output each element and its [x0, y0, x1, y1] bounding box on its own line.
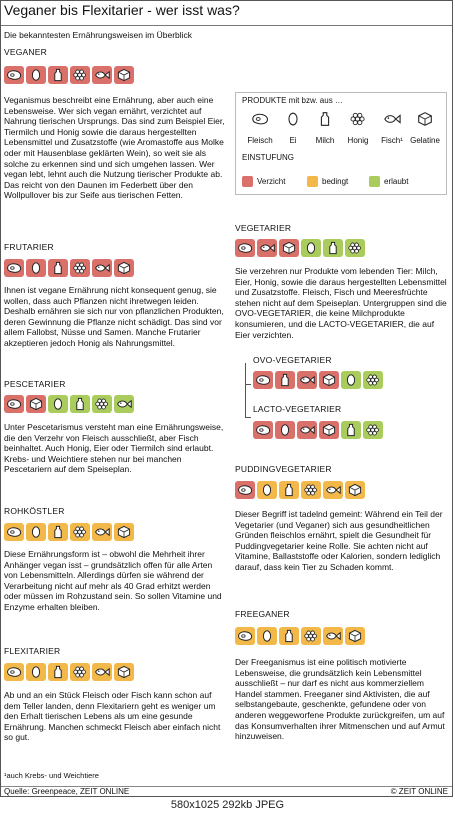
- meat-icon: [4, 259, 24, 277]
- legend-einstufung-title: EINSTUFUNG: [242, 153, 294, 162]
- milk-icon: [70, 395, 90, 413]
- legend-swatch-verzicht: [242, 176, 253, 187]
- fish-icon: [323, 627, 343, 645]
- fish-icon: [92, 259, 112, 277]
- text-rohkoestler: Diese Ernährungsform ist – obwohl die Mehrheit ihrer Anhänger vegan isst – grundsätzlich offen für alle Arten von Lebensmitteln. Allerdings dürfen sie während der Verarbeitung nicht auf mehr als 40 Grad erhitzt werden oder müssen im Rohzustand sein. So sollen Vitamine und Enzyme erhalten bleiben.: [4, 549, 222, 612]
- milk-icon: [48, 66, 68, 84]
- honey-icon: [70, 523, 90, 541]
- text-pescetarier: Unter Pescetarismus versteht man eine Ernährungsweise, die den Verzehr von Fleisch ausschließt, aber Fisch beinhaltet. Auch Honig, Eier oder Tiermilch sind erlaubt. Krebs- und Weichtiere stehen nur bei manchen Pescetariern auf dem Speiseplan.: [4, 422, 224, 475]
- legend-swatch-erlaubt: [369, 176, 380, 187]
- section-title-pescetarier: PESCETARIER: [4, 379, 66, 389]
- egg-icon: [301, 239, 321, 257]
- fish-icon: [92, 663, 112, 681]
- honey-icon: [345, 239, 365, 257]
- egg-icon: [282, 110, 304, 130]
- section-title-lacto: LACTO-VEGETARIER: [253, 404, 342, 414]
- icons-pescetarier: [4, 395, 134, 413]
- gelatine-icon: [114, 663, 134, 681]
- meat-icon: [249, 110, 271, 130]
- title-divider: [1, 25, 452, 26]
- honey-icon: [70, 663, 90, 681]
- text-frutarier: Ihnen ist vegane Ernährung nicht konsequent genug, sie wollen, dass auch Pflanzen nicht ihretwegen leiden. Deshalb ernähren sie sich nur von pflanzlichen Produkten, deren Gewinnung die Pflanze nicht schädigt. Das sind vor allem Fallobst, Nüsse und Samen. Manche Frutarier akzeptieren jedoch Honig als Nahrungsmittel.: [4, 285, 224, 348]
- milk-icon: [48, 523, 68, 541]
- footnote: ¹auch Krebs- und Weichtiere: [4, 771, 99, 780]
- egg-icon: [257, 627, 277, 645]
- gelatine-icon: [114, 523, 134, 541]
- meat-icon: [235, 627, 255, 645]
- honey-icon: [92, 395, 112, 413]
- meat-icon: [4, 523, 24, 541]
- egg-icon: [26, 66, 46, 84]
- milk-icon: [279, 481, 299, 499]
- fish-icon: [114, 395, 134, 413]
- egg-icon: [341, 371, 361, 389]
- legend-box: [235, 92, 447, 195]
- milk-icon: [48, 259, 68, 277]
- gelatine-icon: [114, 66, 134, 84]
- milk-icon: [341, 421, 361, 439]
- section-title-ovo: OVO-VEGETARIER: [253, 355, 332, 365]
- milk-icon: [323, 239, 343, 257]
- fish-icon: [297, 421, 317, 439]
- egg-icon: [26, 259, 46, 277]
- icons-frutarier: [4, 259, 134, 277]
- page-title: Veganer bis Flexitarier - wer isst was?: [4, 2, 240, 18]
- egg-icon: [275, 421, 295, 439]
- milk-icon: [279, 627, 299, 645]
- meat-icon: [253, 371, 273, 389]
- legend-product-label: Gelatine: [410, 136, 440, 145]
- honey-icon: [70, 259, 90, 277]
- gelatine-icon: [114, 259, 134, 277]
- gelatine-icon: [345, 481, 365, 499]
- section-title-frutarier: FRUTARIER: [4, 242, 54, 252]
- section-title-flexitarier: FLEXITARIER: [4, 646, 61, 656]
- bracket-tick-lacto: [245, 417, 251, 418]
- bracket-tick-ovo: [245, 384, 251, 385]
- meat-icon: [235, 481, 255, 499]
- honey-icon: [363, 371, 383, 389]
- gelatine-icon: [414, 110, 436, 130]
- legend-product-label: Milch: [315, 136, 335, 145]
- subgroup-bracket: [245, 363, 246, 417]
- fish-icon: [92, 66, 112, 84]
- gelatine-icon: [26, 395, 46, 413]
- meat-icon: [235, 239, 255, 257]
- legend-label-verzicht: Verzicht: [257, 177, 286, 186]
- section-title-pudding: PUDDINGVEGETARIER: [235, 464, 332, 474]
- egg-icon: [48, 395, 68, 413]
- image-info-caption: 580x1025 292kb JPEG: [170, 799, 285, 811]
- icons-pudding: [235, 481, 365, 499]
- meat-icon: [4, 395, 24, 413]
- section-title-rohkoestler: ROHKÖSTLER: [4, 506, 65, 516]
- page-subtitle: Die bekanntesten Ernährungsweisen im Überblick: [4, 30, 193, 40]
- legend-title: PRODUKTE mit bzw. aus …: [242, 96, 343, 105]
- text-pudding: Dieser Begriff ist tadelnd gemeint: Während ein Teil der Vegetarier (und Veganer) sich aus gesundheitlichen Gründen fleischlos ernährt, spielt die Gesundheit für Puddingvegetarier keine Rolle. Sie achten nicht auf Vitamine, Ballaststoffe oder Kalorien, sondern lediglich darauf, dass kein Tier zu Schaden kommt.: [235, 509, 443, 572]
- milk-icon: [48, 663, 68, 681]
- icons-vegetarier: [235, 239, 365, 257]
- section-title-veganer: VEGANER: [4, 47, 47, 57]
- gelatine-icon: [345, 627, 365, 645]
- gelatine-icon: [279, 239, 299, 257]
- legend-swatch-bedingt: [307, 176, 318, 187]
- text-flexitarier: Ab und an ein Stück Fleisch oder Fisch kann schon auf dem Teller landen, denn Flexitariern geht es weniger um den Erhalt tierischen Lebens als um eine gesunde Ernährung. Manchen schmeckt Fleisch aber einfach nicht so gut.: [4, 690, 221, 743]
- gelatine-icon: [319, 371, 339, 389]
- legend-product-label: Ei: [289, 136, 297, 145]
- meat-icon: [253, 421, 273, 439]
- meat-icon: [4, 663, 24, 681]
- fish-icon: [92, 523, 112, 541]
- legend-label-erlaubt: erlaubt: [384, 177, 409, 186]
- fish-icon: [323, 481, 343, 499]
- honey-icon: [301, 627, 321, 645]
- text-veganer: Veganismus beschreibt eine Ernährung, aber auch eine Lebensweise. Wer sich vegan ernährt, verzichtet auf Nahrung tierischen Ursprungs. Das sind zum Beispiel Eier, Tiermilch und Honig sowie die daraus hergestellten Lebensmittel und Zusatzstoffe (wie Aromastoffe aus Molke oder mit Hausenblase geklärten Wein), so weit sie als solche zu erkennen sind und sich umgehen lassen. Wer vegan lebt, lehnt auch die Nutzung tierischer Produkte ab. Das reicht von den Daunen im Federbett über den Wollpullover bis zur Seife aus tierischen Fetten.: [4, 95, 225, 201]
- section-title-vegetarier: VEGETARIER: [235, 223, 292, 233]
- section-title-freeganer: FREEGANER: [235, 609, 290, 619]
- egg-icon: [26, 663, 46, 681]
- honey-icon: [347, 110, 369, 130]
- honey-icon: [301, 481, 321, 499]
- honey-icon: [70, 66, 90, 84]
- milk-bottle-icon: [314, 110, 336, 130]
- icons-ovo: [253, 371, 383, 389]
- icons-freeganer: [235, 627, 365, 645]
- legend-product-label: Fleisch: [247, 136, 273, 145]
- legend-label-bedingt: bedingt: [322, 177, 349, 186]
- meat-icon: [4, 66, 24, 84]
- fish-icon: [297, 371, 317, 389]
- source-line: Quelle: Greenpeace, ZEIT ONLINE: [4, 787, 130, 796]
- icons-rohkoestler: [4, 523, 134, 541]
- fish-icon: [381, 110, 403, 130]
- icons-lacto: [253, 421, 383, 439]
- copyright: © ZEIT ONLINE: [390, 787, 448, 796]
- milk-icon: [275, 371, 295, 389]
- fish-icon: [257, 239, 277, 257]
- legend-product-label: Fisch¹: [381, 136, 403, 145]
- text-freeganer: Der Freeganismus ist eine politisch motivierte Lebensweise, die grundsätzlich kein Lebensmittel ausschließt – nur darf es nicht aus kommerziellem Handel stammen. Freeganer sind Aktivisten, die auf selbstangebaute, geschenkte, gefundene oder von anderen weggeworfene Produkte zurückgreifen, um auf das Konsumverhalten ihrer Mitmenschen und auf Armut hinzuweisen.: [235, 657, 445, 742]
- honey-icon: [363, 421, 383, 439]
- egg-icon: [26, 523, 46, 541]
- icons-flexitarier: [4, 663, 134, 681]
- icons-veganer: [4, 66, 134, 84]
- legend-product-label: Honig: [347, 136, 369, 145]
- egg-icon: [257, 481, 277, 499]
- gelatine-icon: [319, 421, 339, 439]
- text-vegetarier: Sie verzehren nur Produkte vom lebenden Tier: Milch, Eier, Honig, sowie die daraus hergestellten Lebensmittel und Zusatzstoffe. Fleisch, Fisch und Meeresfrüchte stehen nicht auf dem Speiseplan. Untergruppen sind die OVO-VEGETARIER, die keine Milchprodukte konsumieren, und die LACTO-VEGETARIER, die auf Eier verzichten.: [235, 266, 447, 340]
